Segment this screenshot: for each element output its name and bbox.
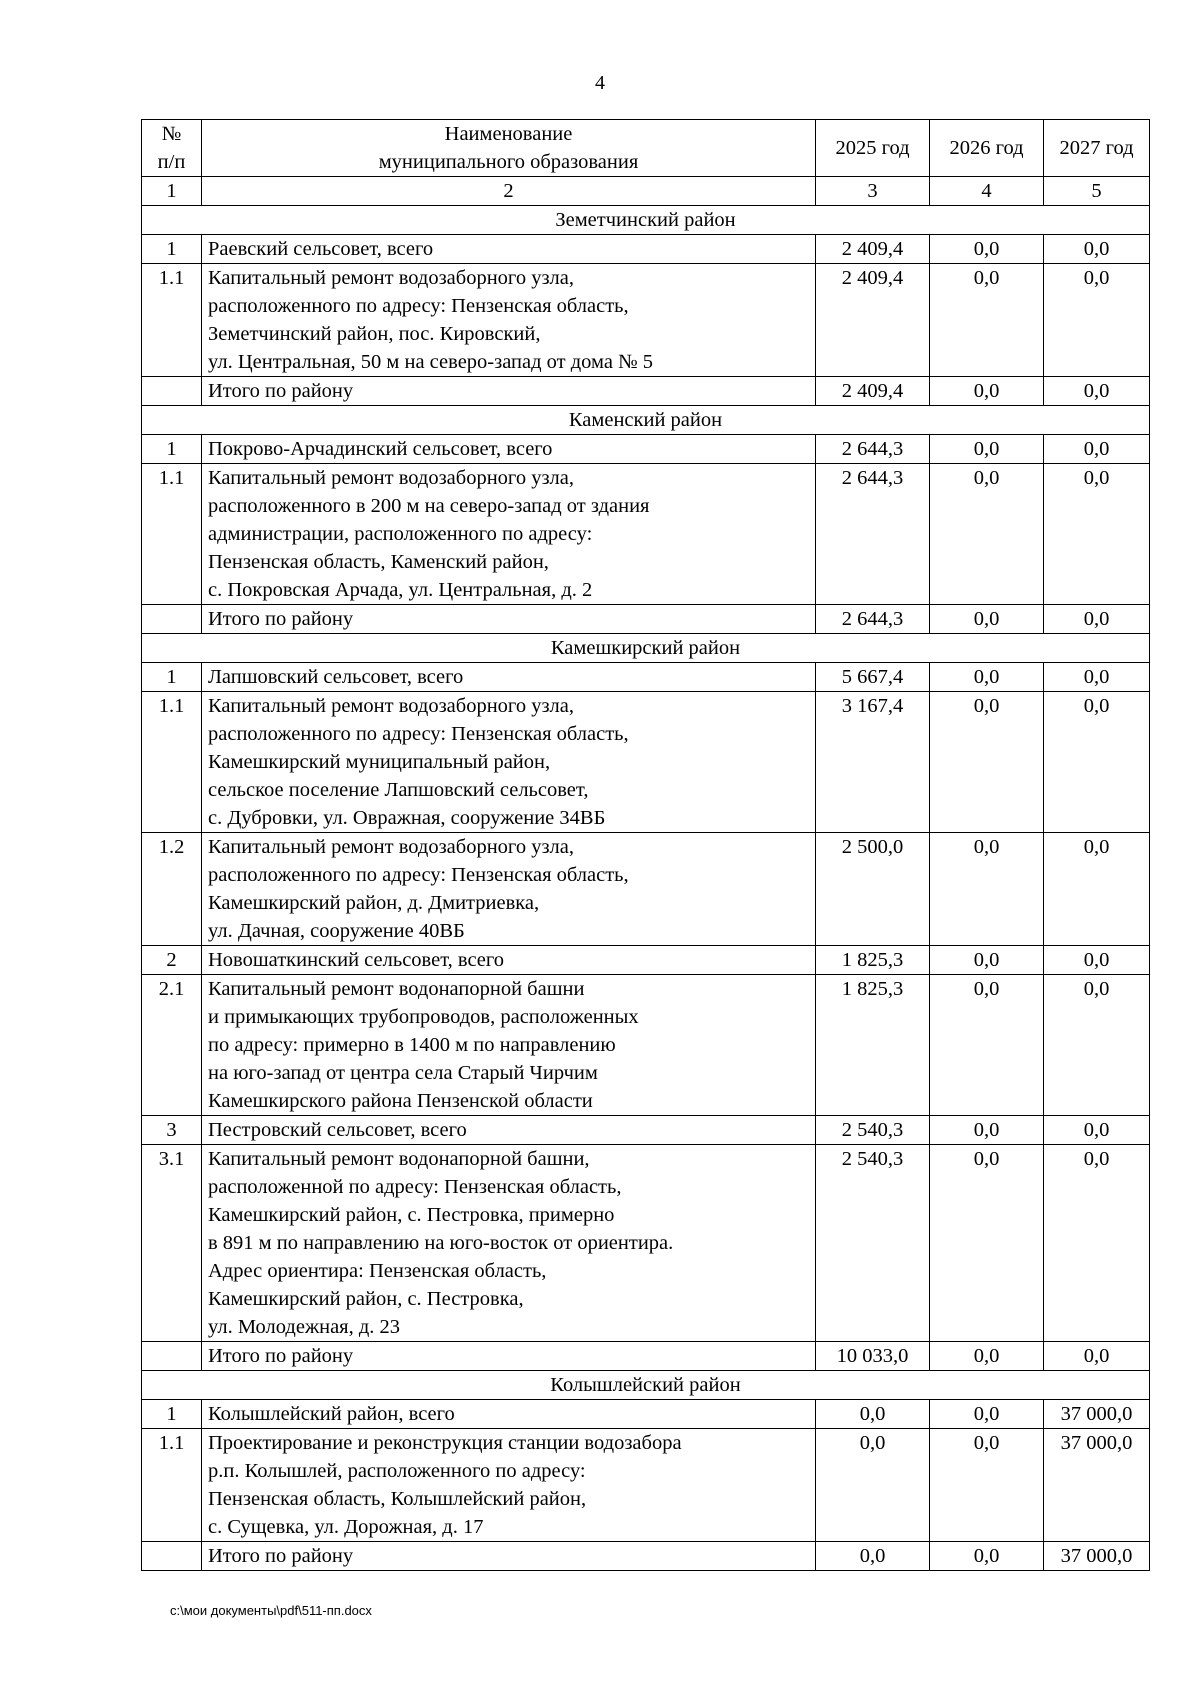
row-number: 3 [142, 1116, 202, 1145]
row-name: Пестровский сельсовет, всего [202, 1116, 816, 1145]
row-name: Раевский сельсовет, всего [202, 235, 816, 264]
value-2027: 0,0 [1044, 833, 1150, 946]
row-name: Итого по району [202, 1342, 816, 1371]
district-section-row [142, 406, 1150, 435]
funding-table [141, 119, 1150, 1571]
value-2027: 0,0 [1044, 377, 1150, 406]
table-row [142, 435, 1150, 464]
value-2025: 0,0 [816, 1400, 930, 1429]
table-row [142, 464, 1150, 605]
table-row [142, 1429, 1150, 1542]
row-number: 1 [142, 1400, 202, 1429]
value-2027: 0,0 [1044, 975, 1150, 1116]
value-2025: 10 033,0 [816, 1342, 930, 1371]
row-number: 3.1 [142, 1145, 202, 1342]
table-row [142, 946, 1150, 975]
value-2027: 37 000,0 [1044, 1400, 1150, 1429]
value-2027: 0,0 [1044, 605, 1150, 634]
table-row [142, 663, 1150, 692]
value-2026: 0,0 [930, 946, 1044, 975]
row-number: 1.1 [142, 264, 202, 377]
value-2026: 0,0 [930, 1145, 1044, 1342]
table-row [142, 1400, 1150, 1429]
value-2025: 2 409,4 [816, 235, 930, 264]
value-2027: 0,0 [1044, 663, 1150, 692]
district-title: Колышлейский район [142, 1371, 1150, 1400]
column-number: 3 [816, 177, 930, 206]
row-name: Капитальный ремонт водозаборного узла, расположенного в 200 м на северо-запад от здания администрации, расположенного по адресу: Пензенская область, Каменский район, с. Покровская Арчада, ул. Центральная, д. 2 [202, 464, 816, 605]
row-name: Капитальный ремонт водозаборного узла, расположенного по адресу: Пензенская область, Камешкирский муниципальный район, сельское поселение Лапшовский сельсовет, с. Дубровки, ул. Овражная, сооружение 34ВБ [202, 692, 816, 833]
value-2025: 1 825,3 [816, 946, 930, 975]
row-number: 2 [142, 946, 202, 975]
value-2027: 0,0 [1044, 1145, 1150, 1342]
table-row [142, 975, 1150, 1116]
row-number [142, 1342, 202, 1371]
value-2026: 0,0 [930, 264, 1044, 377]
value-2025: 2 409,4 [816, 264, 930, 377]
value-2025: 0,0 [816, 1542, 930, 1571]
row-number: 1 [142, 235, 202, 264]
value-2026: 0,0 [930, 1542, 1044, 1571]
value-2027: 37 000,0 [1044, 1429, 1150, 1542]
district-title: Земетчинский район [142, 206, 1150, 235]
value-2026: 0,0 [930, 692, 1044, 833]
table-row [142, 605, 1150, 634]
row-number [142, 377, 202, 406]
district-section-row [142, 634, 1150, 663]
value-2025: 2 644,3 [816, 435, 930, 464]
row-number: 2.1 [142, 975, 202, 1116]
row-name: Итого по району [202, 1542, 816, 1571]
header-name: Наименование муниципального образования [202, 120, 816, 177]
column-number: 5 [1044, 177, 1150, 206]
value-2027: 0,0 [1044, 1116, 1150, 1145]
value-2026: 0,0 [930, 464, 1044, 605]
value-2025: 2 500,0 [816, 833, 930, 946]
row-name: Капитальный ремонт водозаборного узла, расположенного по адресу: Пензенская область, Камешкирский район, д. Дмитриевка, ул. Дачная, сооружение 40ВБ [202, 833, 816, 946]
value-2027: 0,0 [1044, 264, 1150, 377]
value-2025: 2 540,3 [816, 1116, 930, 1145]
row-name: Итого по району [202, 377, 816, 406]
column-numbers-row [142, 177, 1150, 206]
district-title: Камешкирский район [142, 634, 1150, 663]
row-name: Капитальный ремонт водозаборного узла, расположенного по адресу: Пензенская область, Земетчинский район, пос. Кировский, ул. Центральная, 50 м на северо-запад от дома № 5 [202, 264, 816, 377]
value-2025: 2 644,3 [816, 605, 930, 634]
value-2026: 0,0 [930, 435, 1044, 464]
row-number: 1.2 [142, 833, 202, 946]
column-number: 1 [142, 177, 202, 206]
value-2025: 2 409,4 [816, 377, 930, 406]
value-2026: 0,0 [930, 1429, 1044, 1542]
value-2027: 0,0 [1044, 435, 1150, 464]
district-section-row [142, 206, 1150, 235]
row-name: Проектирование и реконструкция станции водозабора р.п. Колышлей, расположенного по адресу: Пензенская область, Колышлейский район, с. Сущевка, ул. Дорожная, д. 17 [202, 1429, 816, 1542]
value-2027: 0,0 [1044, 946, 1150, 975]
table-header-row [142, 120, 1150, 177]
value-2026: 0,0 [930, 975, 1044, 1116]
value-2025: 3 167,4 [816, 692, 930, 833]
row-number: 1.1 [142, 464, 202, 605]
table-row [142, 377, 1150, 406]
value-2027: 0,0 [1044, 235, 1150, 264]
header-year-2025: 2025 год [816, 120, 930, 177]
value-2027: 0,0 [1044, 464, 1150, 605]
value-2025: 2 644,3 [816, 464, 930, 605]
row-name: Новошаткинский сельсовет, всего [202, 946, 816, 975]
table-row [142, 1145, 1150, 1342]
value-2027: 0,0 [1044, 1342, 1150, 1371]
file-path-footer: c:\мои документы\pdf\511-пп.docx [170, 1603, 372, 1618]
row-number [142, 1542, 202, 1571]
table-row [142, 264, 1150, 377]
value-2026: 0,0 [930, 235, 1044, 264]
column-number: 4 [930, 177, 1044, 206]
row-number [142, 605, 202, 634]
table-row [142, 1342, 1150, 1371]
column-number: 2 [202, 177, 816, 206]
value-2026: 0,0 [930, 377, 1044, 406]
row-number: 1.1 [142, 1429, 202, 1542]
header-year-2027: 2027 год [1044, 120, 1150, 177]
value-2027: 0,0 [1044, 692, 1150, 833]
table-row [142, 833, 1150, 946]
table-row [142, 692, 1150, 833]
row-name: Покрово-Арчадинский сельсовет, всего [202, 435, 816, 464]
row-name: Капитальный ремонт водонапорной башни, расположенной по адресу: Пензенская область, Камешкирский район, с. Пестровка, примерно в 891 м по направлению на юго-восток от ориентира. Адрес ориентира: Пензенская область, Камешкирский район, с. Пестровка, ул. Молодежная, д. 23 [202, 1145, 816, 1342]
row-number: 1.1 [142, 692, 202, 833]
table-row [142, 1116, 1150, 1145]
value-2026: 0,0 [930, 663, 1044, 692]
value-2026: 0,0 [930, 1342, 1044, 1371]
value-2026: 0,0 [930, 833, 1044, 946]
table-row [142, 1542, 1150, 1571]
table-body [142, 206, 1150, 1571]
page-number: 4 [595, 72, 605, 94]
header-number: № п/п [142, 120, 202, 177]
district-title: Каменский район [142, 406, 1150, 435]
district-section-row [142, 1371, 1150, 1400]
value-2025: 2 540,3 [816, 1145, 930, 1342]
value-2026: 0,0 [930, 1400, 1044, 1429]
value-2025: 0,0 [816, 1429, 930, 1542]
row-name: Итого по району [202, 605, 816, 634]
row-number: 1 [142, 663, 202, 692]
table-row [142, 235, 1150, 264]
row-name: Лапшовский сельсовет, всего [202, 663, 816, 692]
row-name: Колышлейский район, всего [202, 1400, 816, 1429]
value-2025: 1 825,3 [816, 975, 930, 1116]
value-2025: 5 667,4 [816, 663, 930, 692]
header-year-2026: 2026 год [930, 120, 1044, 177]
value-2027: 37 000,0 [1044, 1542, 1150, 1571]
row-name: Капитальный ремонт водонапорной башни и примыкающих трубопроводов, расположенных по адресу: примерно в 1400 м по направлению на юго-запад от центра села Старый Чирчим Камешкирского района Пензенской области [202, 975, 816, 1116]
value-2026: 0,0 [930, 605, 1044, 634]
row-number: 1 [142, 435, 202, 464]
value-2026: 0,0 [930, 1116, 1044, 1145]
